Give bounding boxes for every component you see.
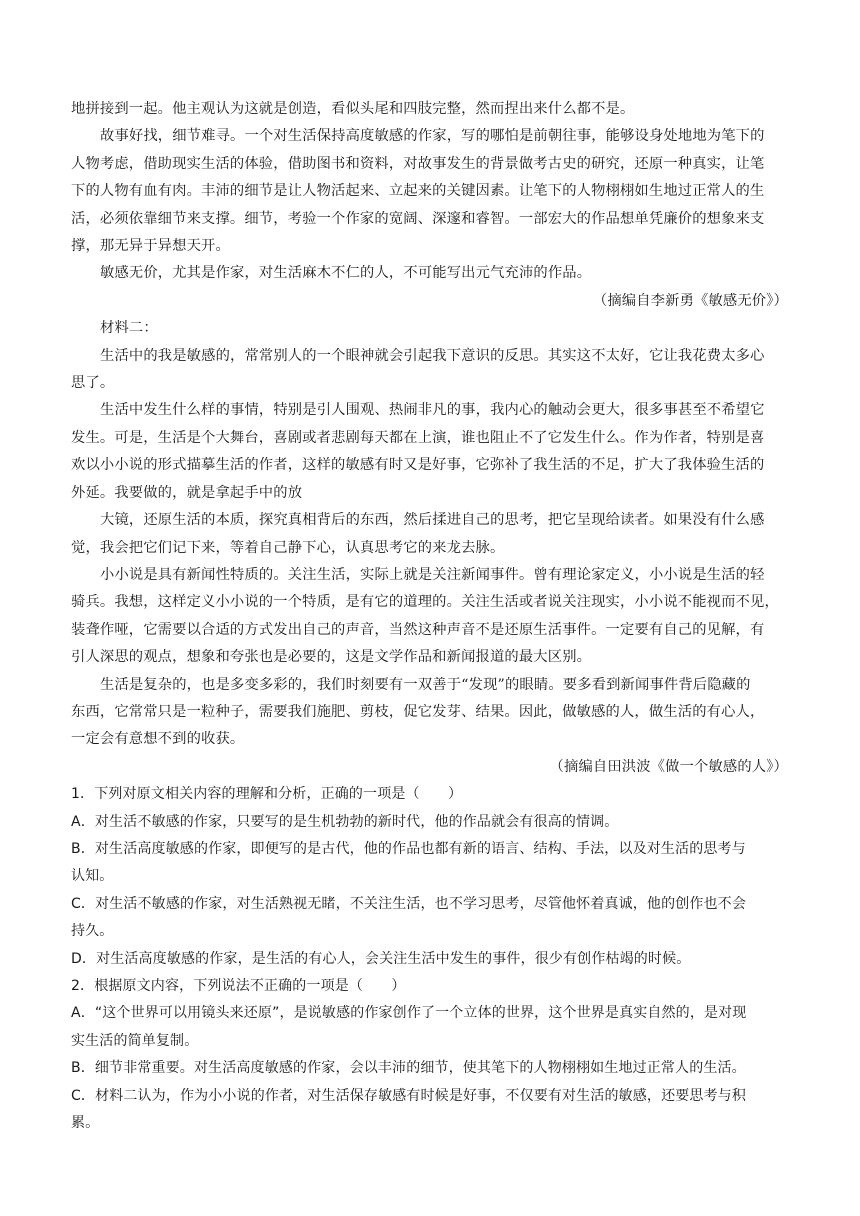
paragraph-line: 一定会有意想不到的收获。	[71, 731, 245, 748]
paragraph-line: 撑，那无异于异想天开。	[71, 238, 230, 255]
answer-option-continued: 实生活的简单复制。	[71, 1032, 199, 1049]
answer-option-continued: 认知。	[71, 868, 114, 885]
answer-option: D．对生活高度敏感的作家，是生活的有心人，会关注生活中发生的事件，很少有创作枯竭的时候。	[71, 950, 691, 967]
paragraph-line: 觉，我会把它们记下来，等着自己静下心，认真思考它的来龙去脉。	[71, 539, 505, 556]
paragraph-line: 发生。可是，生活是个大舞台，喜剧或者悲剧每天都在上演，谁也阻止不了它发生什么。作为作者，特别是喜	[71, 429, 765, 446]
paragraph-line: 生活是复杂的，也是多变多彩的，我们时刻要有一双善于“发现”的眼睛。要多看到新闻事件背后隐藏的	[100, 676, 751, 693]
answer-option: C．材料二认为，作为小小说的作者，对生活保存敏感有时候是好事，不仅要有对生活的敏感，还要思考与积	[71, 1087, 746, 1104]
paragraph-line: 生活中发生什么样的事情，特别是引人围观、热闹非凡的事，我内心的触动会更大，很多事甚至不希望它	[100, 402, 765, 419]
answer-option-continued: 累。	[71, 1115, 100, 1132]
paragraph-line: 东西，它常常只是一粒种子，需要我们施肥、剪枝，促它发芽、结果。因此，做敏感的人，做生活的有心人，	[71, 703, 765, 720]
paragraph-line: 故事好找，细节难寻。一个对生活保持高度敏感的作家，写的哪怕是前朝往事，能够设身处地地为笔下的	[100, 128, 765, 145]
paragraph-line: 敏感无价，尤其是作家，对生活麻木不仁的人，不可能写出元气充沛的作品。	[100, 265, 592, 282]
paragraph-line: 引人深思的观点，想象和夸张也是必要的，这是文学作品和新闻报道的最大区别。	[71, 649, 592, 666]
paragraph-line: 地拼接到一起。他主观认为这就是创造，看似头尾和四肢完整，然而捏出来什么都不是。	[71, 101, 635, 117]
document-page	[71, 96, 791, 1137]
question-stem: 2．根据原文内容，下列说法不正确的一项是（ ）	[71, 978, 406, 994]
paragraph-line: 人物考虑，借助现实生活的体验，借助图书和资料，对故事发生的背景做考古史的研究，还原一种真实，让笔	[71, 155, 765, 172]
paragraph-line: 下的人物有血有肉。丰沛的细节是让人物活起来、立起来的关键因素。让笔下的人物栩栩如生地过正常人的生	[71, 183, 765, 200]
paragraph-line: 骑兵。我想，这样定义小小说的一个特质，是有它的道理的。关注生活或者说关注现实，小小说不能视而不见，	[71, 594, 779, 611]
answer-option: B．细节非常重要。对生活高度敏感的作家，会以丰沛的细节，使其笔下的人物栩栩如生地过正常人的生活。	[71, 1060, 746, 1077]
paragraph-line: 思了。	[71, 375, 115, 392]
section-heading: 材料二：	[100, 320, 158, 337]
question-stem: 1．下列对原文相关内容的理解和分析，正确的一项是（ ）	[71, 786, 463, 803]
paragraph-line: 活，必须依靠细节来支撑。细节，考验一个作家的宽阔、深邃和睿智。一部宏大的作品想单凭廉价的想象来支	[71, 210, 765, 227]
answer-option: B．对生活高度敏感的作家，即便写的是古代，他的作品也都有新的语言、结构、手法，以及对生活的思考与	[71, 840, 746, 857]
paragraph-line: 欢以小小说的形式描摹生活的作者，这样的敏感有时又是好事，它弥补了我生活的不足，扩大了我体验生活的	[71, 457, 765, 474]
answer-option: A．“这个世界可以用镜头来还原”，是说敏感的作家创作了一个立体的世界，这个世界是真实自然的，是对现	[71, 1005, 747, 1022]
paragraph-line: 大镜，还原生活的本质，探究真相背后的东西，然后揉进自己的思考，把它呈现给读者。如果没有什么感	[100, 512, 765, 529]
paragraph-line: 装聋作哑，它需要以合适的方式发出自己的声音，当然这种声音不是还原生活事件。一定要有自己的见解，有	[71, 621, 765, 638]
paragraph-line: 小小说是具有新闻性特质的。关注生活，实际上就是关注新闻事件。曾有理论家定义，小小说是生活的轻	[100, 566, 765, 583]
paragraph-line: 外延。我要做的，就是拿起手中的放	[71, 484, 303, 501]
source-citation: （摘编自李新勇《敏感无价》）	[592, 292, 788, 309]
source-citation: （摘编自田洪波《做一个敏感的人》）	[549, 758, 788, 775]
paragraph-line: 生活中的我是敏感的，常常别人的一个眼神就会引起我下意识的反思。其实这不太好，它让我花费太多心	[100, 347, 765, 364]
answer-option: A．对生活不敏感的作家，只要写的是生机勃勃的新时代，他的作品就会有很高的情调。	[71, 813, 619, 830]
answer-option: C．对生活不敏感的作家，对生活熟视无睹，不关注生活，也不学习思考，尽管他怀着真诚，他的创作也不会	[71, 895, 746, 912]
answer-option-continued: 持久。	[71, 923, 114, 940]
